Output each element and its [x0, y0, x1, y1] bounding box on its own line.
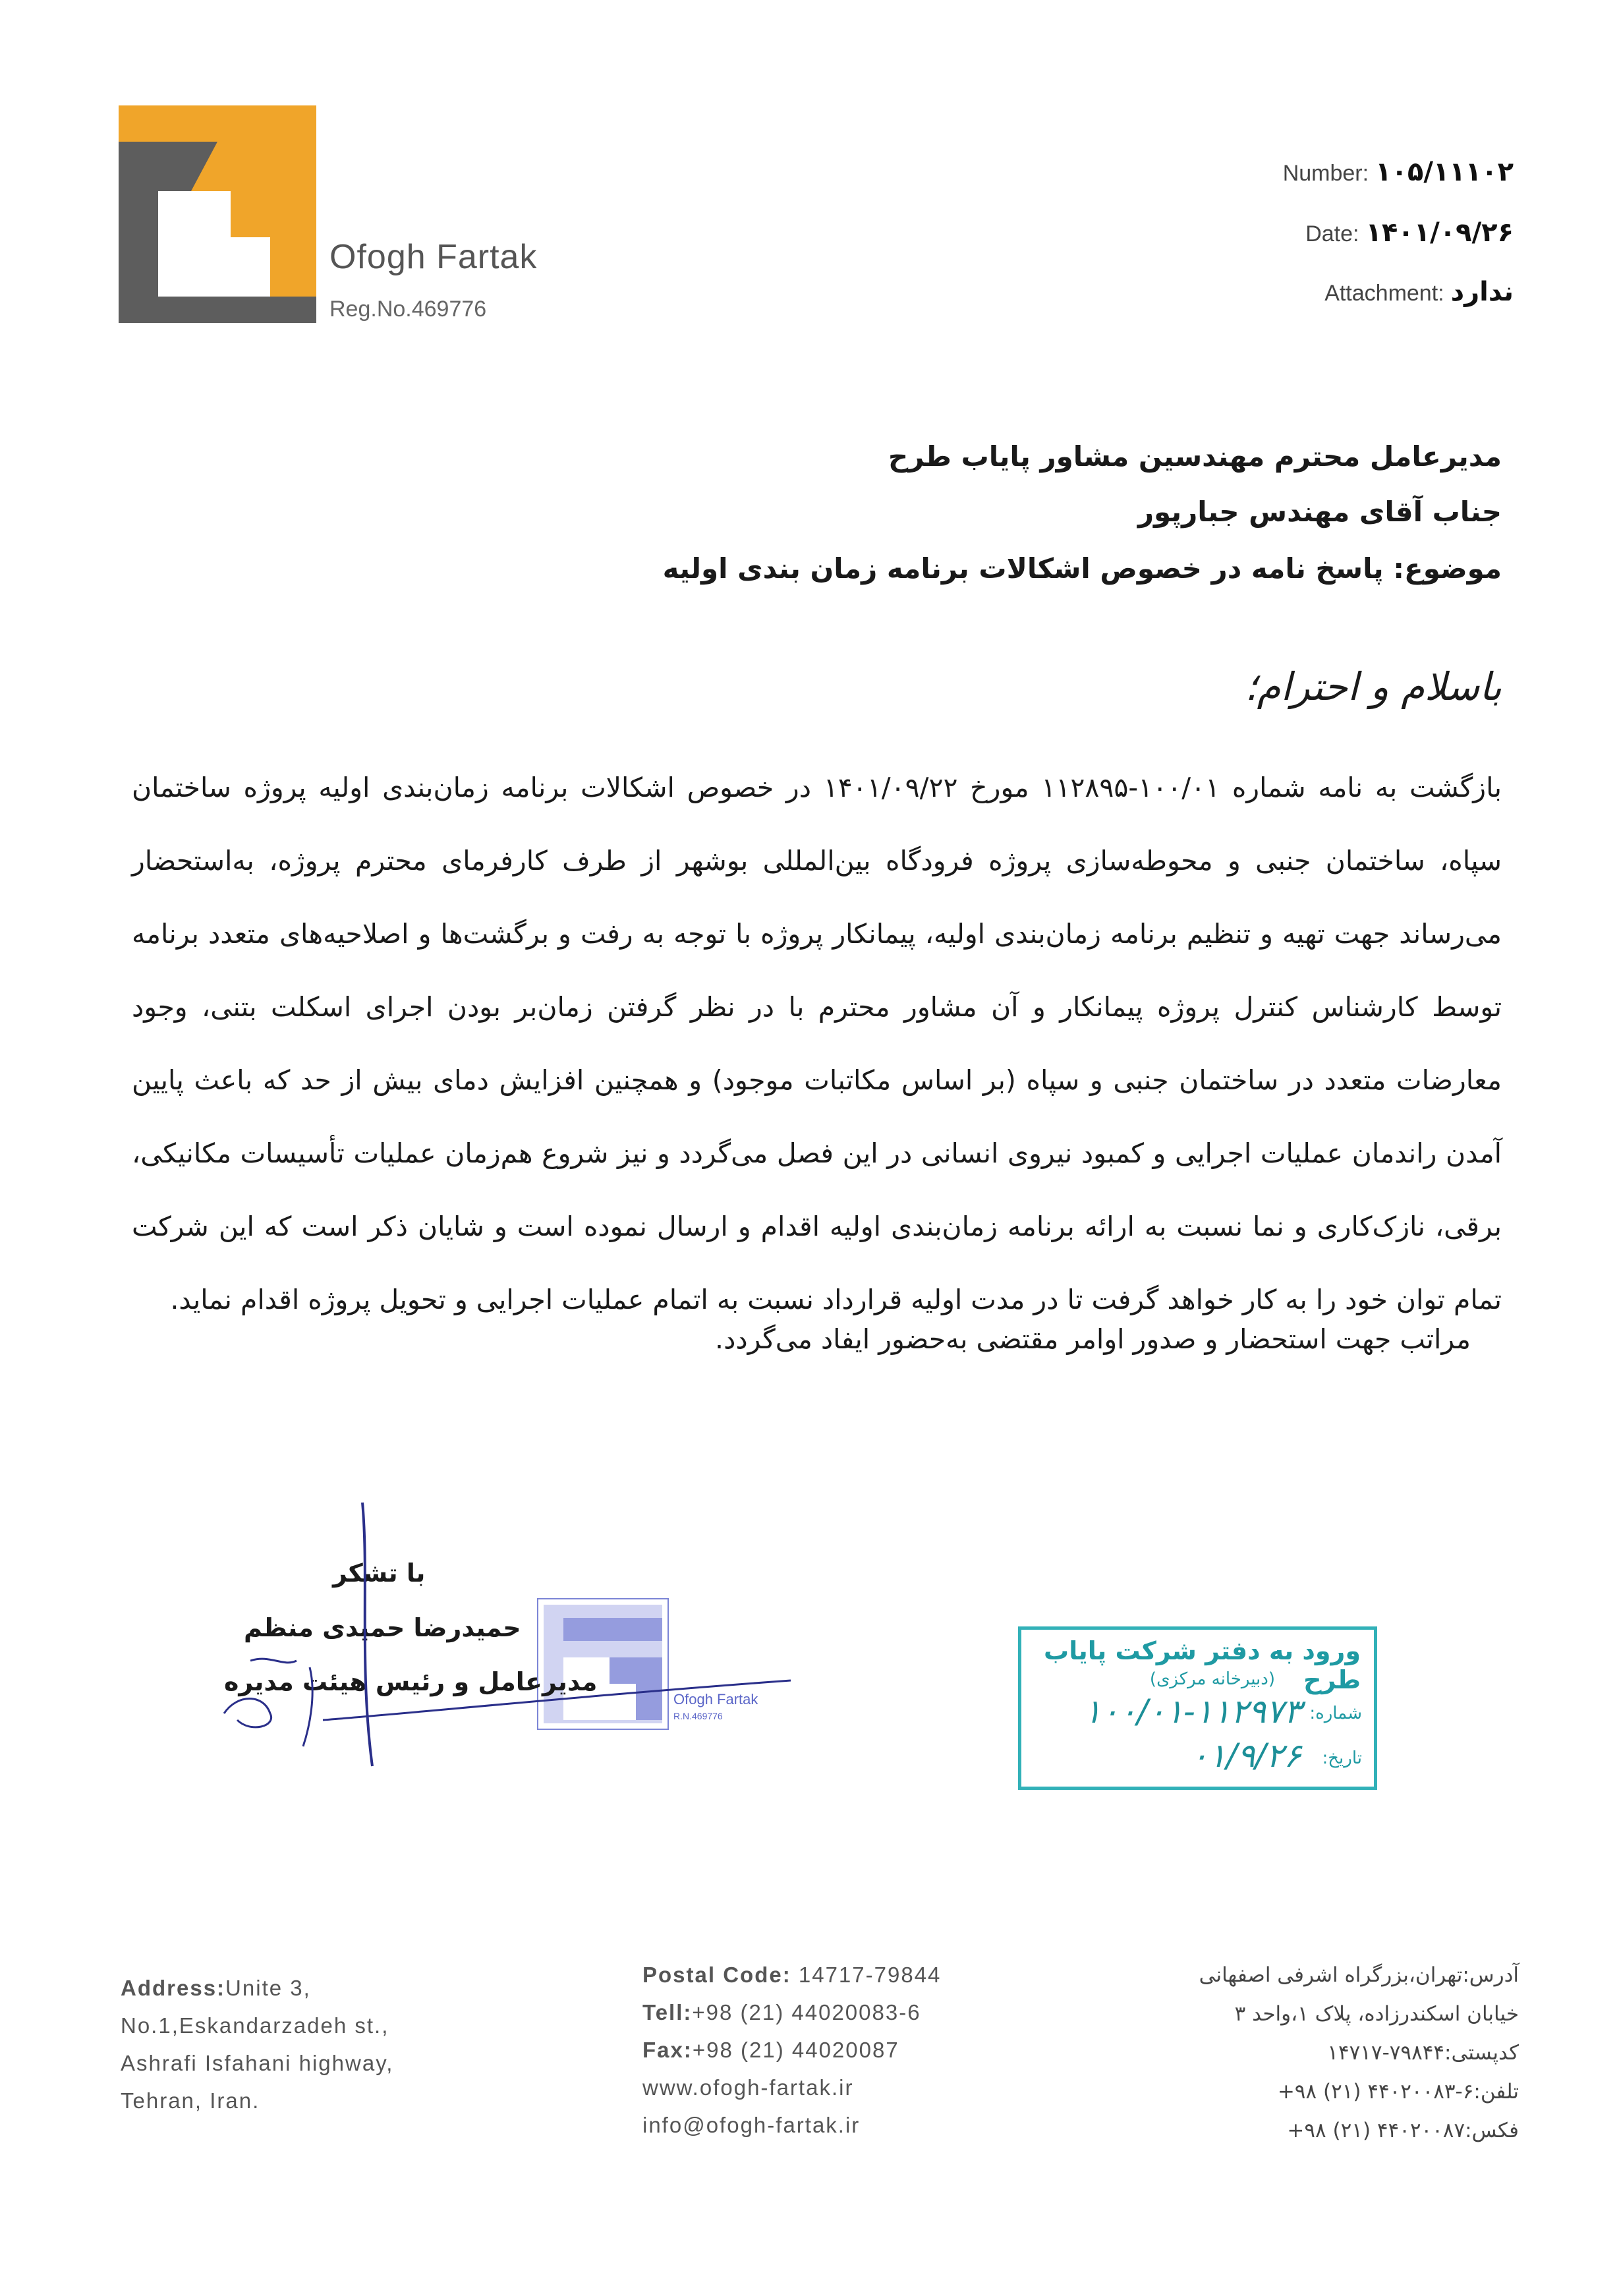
- website-link[interactable]: www.ofogh-fartak.ir: [642, 2075, 854, 2100]
- footer-fa-line-4: تلفن:۶-۴۴۰۲۰۰۸۳ (۲۱) ۹۸+: [1277, 2080, 1519, 2104]
- company-logo-icon: [119, 105, 316, 323]
- signature-thanks: با تشکر: [333, 1559, 426, 1588]
- tel-label: Tell:: [642, 2000, 693, 2024]
- letter-attachment-value: ندارد: [1450, 277, 1514, 307]
- footer-fa-line-5: فکس:۴۴۰۲۰۰۸۷ (۲۱) ۹۸+: [1287, 2119, 1519, 2142]
- receipt-stamp: [1018, 1626, 1377, 1790]
- footer-fa-line-1: آدرس:تهران،بزرگراه اشرفی اصفهانی: [1199, 1963, 1519, 1987]
- footer-contact: [642, 1956, 941, 2144]
- letter-subject: موضوع: پاسخ نامه در خصوص اشکالات برنامه زمان بندی اولیه: [662, 552, 1502, 585]
- receipt-date-label: تاریخ:: [1322, 1748, 1362, 1768]
- greeting: باسلام و احترام؛: [1245, 664, 1502, 709]
- receipt-stamp-subtitle: (دبیرخانه مرکزی): [1149, 1669, 1275, 1689]
- letter-closing: مراتب جهت استحضار و صدور اوامر مقتضی به‌حضور ایفاد می‌گردد.: [715, 1323, 1471, 1355]
- handwritten-signature-icon: [211, 1496, 804, 1773]
- seal-company-name: Ofogh Fartak: [673, 1691, 758, 1708]
- letter-number-label: Number:: [1282, 161, 1369, 186]
- receipt-number-label: شماره:: [1309, 1704, 1362, 1723]
- tel-value: +98 (21) 44020083-6: [692, 2000, 921, 2024]
- letter-attachment-label: Attachment:: [1324, 281, 1444, 306]
- receipt-stamp-title: ورود به دفتر شرکت پایاب طرح: [1044, 1636, 1361, 1694]
- footer-fa-line-2: خیابان اسکندرزاده، پلاک ۱،واحد ۳: [1234, 2002, 1519, 2026]
- footer-address-line-1: Unite 3,: [225, 1976, 311, 2000]
- letter-number-value: ۱۰۵/۱۱۱۰۲: [1375, 157, 1514, 187]
- letter-date-value: ۱۴۰۱/۰۹/۲۶: [1365, 217, 1514, 248]
- footer-address-line-2: No.1,Eskandarzadeh st.,: [121, 2013, 389, 2038]
- receipt-number-value: ۱۰۰/۰۱-۱۱۲۹۷۳: [1083, 1692, 1301, 1731]
- letter-date-label: Date:: [1305, 221, 1359, 246]
- postal-code-label: Postal Code:: [642, 1963, 791, 1987]
- letter-date: [1305, 217, 1514, 248]
- fax-value: +98 (21) 44020087: [692, 2038, 899, 2062]
- footer-fa-line-3: کدپستی:۷۹۸۴۴-۱۴۷۱۷: [1327, 2041, 1519, 2065]
- addressee-line-1: مدیرعامل محترم مهندسین مشاور پایاب طرح: [888, 440, 1502, 473]
- signatory-title: مدیرعامل و رئیس هیئت مدیره: [224, 1667, 598, 1696]
- seal-reg-number: R.N.469776: [673, 1711, 723, 1721]
- footer-address-line-3: Ashrafi Isfahani highway,: [121, 2051, 394, 2075]
- footer-address-line-4: Tehran, Iran.: [121, 2088, 260, 2113]
- receipt-date-value: ۰۱/۹/۲۶: [1191, 1736, 1301, 1775]
- postal-code-value: 14717-79844: [798, 1963, 942, 1987]
- footer-address: [121, 1969, 393, 2119]
- footer-address-label: Address:: [121, 1976, 226, 2000]
- letter-number: [1283, 157, 1514, 187]
- email-link[interactable]: info@ofogh-fartak.ir: [642, 2113, 861, 2137]
- company-name: Ofogh Fartak: [329, 238, 538, 276]
- footer-persian-address: [1199, 1956, 1519, 2150]
- letter-body: بازگشت به نامه شماره ۱۰۰/۰۱-۱۱۲۸۹۵ مورخ ۱۴۰۱/۰۹/۲۲ در خصوص اشکالات برنامه زمان‌بندی اولیه پروژه ساختمان سپاه، ساختمان جنبی و محوطه‌سازی پروژه فرودگاه بین‌المللی بوشهر از طرف کارفرمای محترم پروژه، به‌استحضار می‌رساند جهت تهیه و تنظیم برنامه زمان‌بندی اولیه، پیمانکار پروژه با توجه به رفت و برگشت‌ها و اصلاحیه‌های متعدد برنامه توسط کارشناس کنترل پروژه پیمانکار و آن مشاور محترم با در نظر گرفتن زمان‌بر بودن اجرای اسکلت بتنی، وجود معارضات متعدد در ساختمان جنبی و سپاه (بر اساس مکاتبات موجود) و همچنین افزایش دمای بیش از حد که باعث پایین آمدن راندمان عملیات اجرایی و کمبود نیروی انسانی در این فصل می‌گردد و نیز شروع هم‌زمان عملیات تأسیسات مکانیکی، برقی، نازک‌کاری و نما نسبت به ارائه برنامه زمان‌بندی اولیه اقدام و ارسال نموده است و شایان ذکر است که این شرکت تمام توان خود را به کار خواهد گرفت تا در مدت اولیه قرارداد نسبت به اتمام عملیات اجرایی و تحویل پروژه اقدام نماید.: [132, 772, 1502, 1315]
- addressee-line-2: جناب آقای مهندس جبارپور: [1137, 496, 1502, 528]
- letter-attachment: [1324, 277, 1514, 307]
- company-reg-number: Reg.No.469776: [329, 297, 487, 322]
- fax-label: Fax:: [642, 2038, 693, 2062]
- signatory-name: حمیدرضا حمیدی منظم: [244, 1613, 521, 1642]
